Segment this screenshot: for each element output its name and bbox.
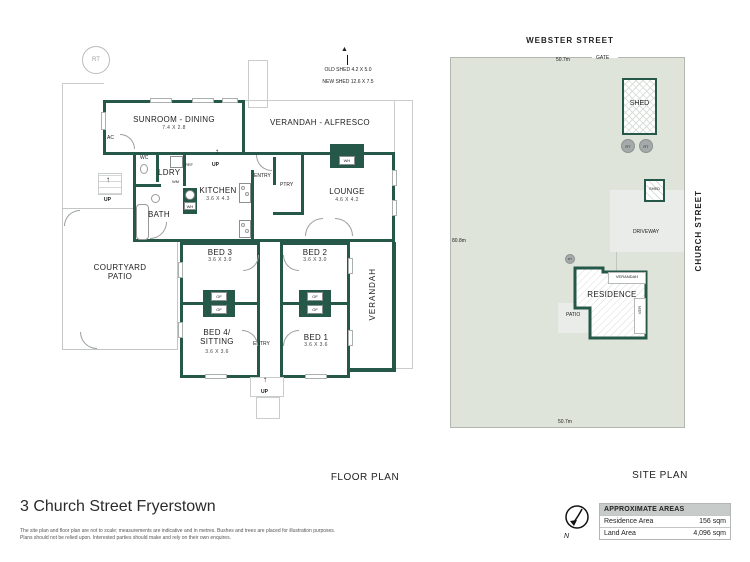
rt-circle	[621, 139, 635, 153]
wh-label: WH	[343, 158, 351, 163]
rt-tank-label: RT	[92, 57, 100, 63]
bed4-line1: BED 4/	[203, 328, 231, 337]
stairs-left	[98, 173, 122, 195]
window	[192, 98, 214, 103]
alfresco-name: VERANDAH - ALFRESCO	[270, 118, 370, 127]
up-arrow-icon: ↑	[263, 375, 267, 384]
rt-label: RT	[568, 257, 572, 261]
disclaimer-line2: Plans should not be relied upon. Interested parties should make and rely on their own enquires.	[20, 535, 231, 541]
up-arrow-icon: ↑	[106, 175, 110, 184]
kitchen-dims: 3.6 X 4.3	[206, 196, 230, 202]
bed1-name: BED 1	[303, 333, 329, 342]
rt-circle	[639, 139, 653, 153]
disclaimer	[20, 528, 500, 542]
window	[205, 374, 227, 379]
of-chip	[307, 292, 323, 301]
dim-bottom: 50.7m	[558, 419, 572, 425]
up-arrow-icon: ↑	[215, 147, 219, 156]
wc-label: WC	[140, 155, 149, 161]
boundary-line	[396, 368, 413, 369]
residence-label: RESIDENCE	[587, 290, 637, 299]
stove-burner	[241, 186, 245, 190]
areas-table	[599, 503, 731, 540]
entry-hall-label: ENTRY	[253, 341, 270, 347]
porch-step	[256, 397, 280, 419]
entry-top-label: ENTRY	[254, 173, 271, 179]
rt-label: RT	[625, 143, 631, 149]
bed3-name: BED 3	[207, 248, 233, 257]
wm-label: WM	[172, 179, 180, 184]
compass-n-label: N	[564, 533, 570, 540]
of-label: OF	[312, 307, 318, 312]
areas-table-row	[600, 515, 730, 527]
driveway-label: DRIVEWAY	[632, 229, 660, 235]
gate-label: GATE	[596, 55, 610, 61]
kitchen-name: KITCHEN	[199, 186, 237, 195]
residence-verandah-label: VERANDAH	[615, 274, 639, 279]
wall-segment	[273, 157, 276, 185]
sunroom-dims: 7.4 X 2.8	[162, 125, 186, 131]
of-label: OF	[216, 307, 222, 312]
disclaimer-line1: The site plan and floor plan are not to scale; measurements are indicative and in metres. Bushes and trees are placed for illustration purposes.	[20, 528, 336, 534]
up-label: UP	[261, 389, 268, 395]
wall-segment	[301, 152, 304, 215]
of-chip	[211, 292, 227, 301]
wh-chip	[184, 202, 196, 210]
wh-chip	[339, 156, 355, 165]
ac-label: AC	[107, 135, 114, 141]
wall-segment	[156, 152, 159, 182]
webster-street-label: WEBSTER STREET	[526, 36, 614, 45]
rt-label: RT	[643, 143, 649, 149]
verandah-side-label: VERANDAH	[368, 268, 377, 321]
bed2-dims: 3.6 X 3.0	[303, 257, 327, 263]
area-value: 4,096 sqm	[693, 530, 726, 537]
boundary-line	[412, 100, 413, 368]
ldry-label: LDRY	[158, 168, 181, 177]
wall-segment	[133, 184, 161, 187]
window	[150, 98, 172, 103]
north-arrow-stem	[347, 55, 348, 65]
wc-toilet	[140, 164, 148, 174]
areas-table-row	[600, 527, 730, 539]
wall-segment	[251, 170, 254, 242]
north-arrow-icon: ▲	[341, 46, 348, 53]
wall-segment	[183, 152, 186, 186]
window	[178, 262, 183, 278]
wall-segment	[273, 212, 304, 215]
area-label: Land Area	[604, 530, 636, 537]
bed4-name	[187, 328, 247, 346]
stove-burner	[245, 192, 249, 196]
lounge-name: LOUNGE	[329, 187, 365, 196]
sink-bowl	[241, 223, 245, 227]
courtyard-line2: PATIO	[107, 272, 133, 282]
ref-box	[170, 156, 183, 168]
old-shed-note: OLD SHED 4.2 X 5.0	[324, 67, 372, 73]
window	[392, 200, 397, 216]
boundary-line	[395, 100, 412, 101]
ptry-label: PTRY	[280, 182, 294, 188]
courtyard-line1: COURTYARD	[93, 263, 147, 272]
room-alfresco	[245, 100, 395, 155]
window	[305, 374, 327, 379]
bed1-dims: 3.6 X 3.6	[304, 342, 328, 348]
of-chip	[307, 305, 323, 314]
up-label: UP	[212, 162, 219, 168]
sink-bowl	[245, 229, 249, 233]
compass-icon	[561, 502, 593, 540]
areas-table-title: APPROXIMATE AREAS	[600, 504, 730, 515]
site-patio-label: PATIO	[566, 312, 581, 318]
site-plan-caption: SITE PLAN	[632, 470, 688, 481]
bed2-name: BED 2	[302, 248, 328, 257]
floor-plan-caption: FLOOR PLAN	[330, 472, 400, 483]
area-value: 156 sqm	[699, 518, 726, 525]
residence-ver-label: VER	[637, 306, 642, 315]
up-label: UP	[104, 197, 111, 203]
new-shed-note: NEW SHED 12.6 X 7.5	[322, 79, 374, 85]
bed4-line2: SITTING	[200, 337, 234, 347]
dim-left: 80.8m	[452, 238, 466, 244]
bath-basin	[151, 194, 160, 203]
residence-ver-strip	[634, 298, 646, 334]
wh-label: WH	[186, 203, 194, 209]
bed3-dims: 3.6 X 3.0	[208, 257, 232, 263]
boundary-line	[62, 83, 63, 209]
address-title: 3 Church Street Fryerstown	[20, 498, 216, 515]
window	[101, 112, 106, 130]
shed-large-label: SHED	[629, 100, 650, 107]
window	[222, 98, 238, 103]
dim-top: 50.7m	[556, 57, 570, 63]
window	[392, 170, 397, 186]
area-label: Residence Area	[604, 518, 654, 525]
of-label: OF	[216, 294, 222, 299]
rt-tank-circle	[82, 46, 110, 74]
courtyard-label	[70, 263, 170, 281]
ref-label: REF	[185, 162, 193, 167]
bed4-dims: 3.6 X 3.6	[205, 349, 229, 355]
lounge-dims: 4.6 X 4.2	[335, 197, 359, 203]
boundary-line	[62, 83, 104, 84]
window	[178, 322, 183, 338]
sunroom-name: SUNROOM - DINING	[133, 115, 215, 124]
shed-small-label: SHED	[648, 186, 661, 191]
bath-label: BATH	[148, 210, 170, 219]
church-street-label: CHURCH STREET	[694, 190, 703, 272]
of-label: OF	[312, 294, 318, 299]
of-chip	[211, 305, 227, 314]
